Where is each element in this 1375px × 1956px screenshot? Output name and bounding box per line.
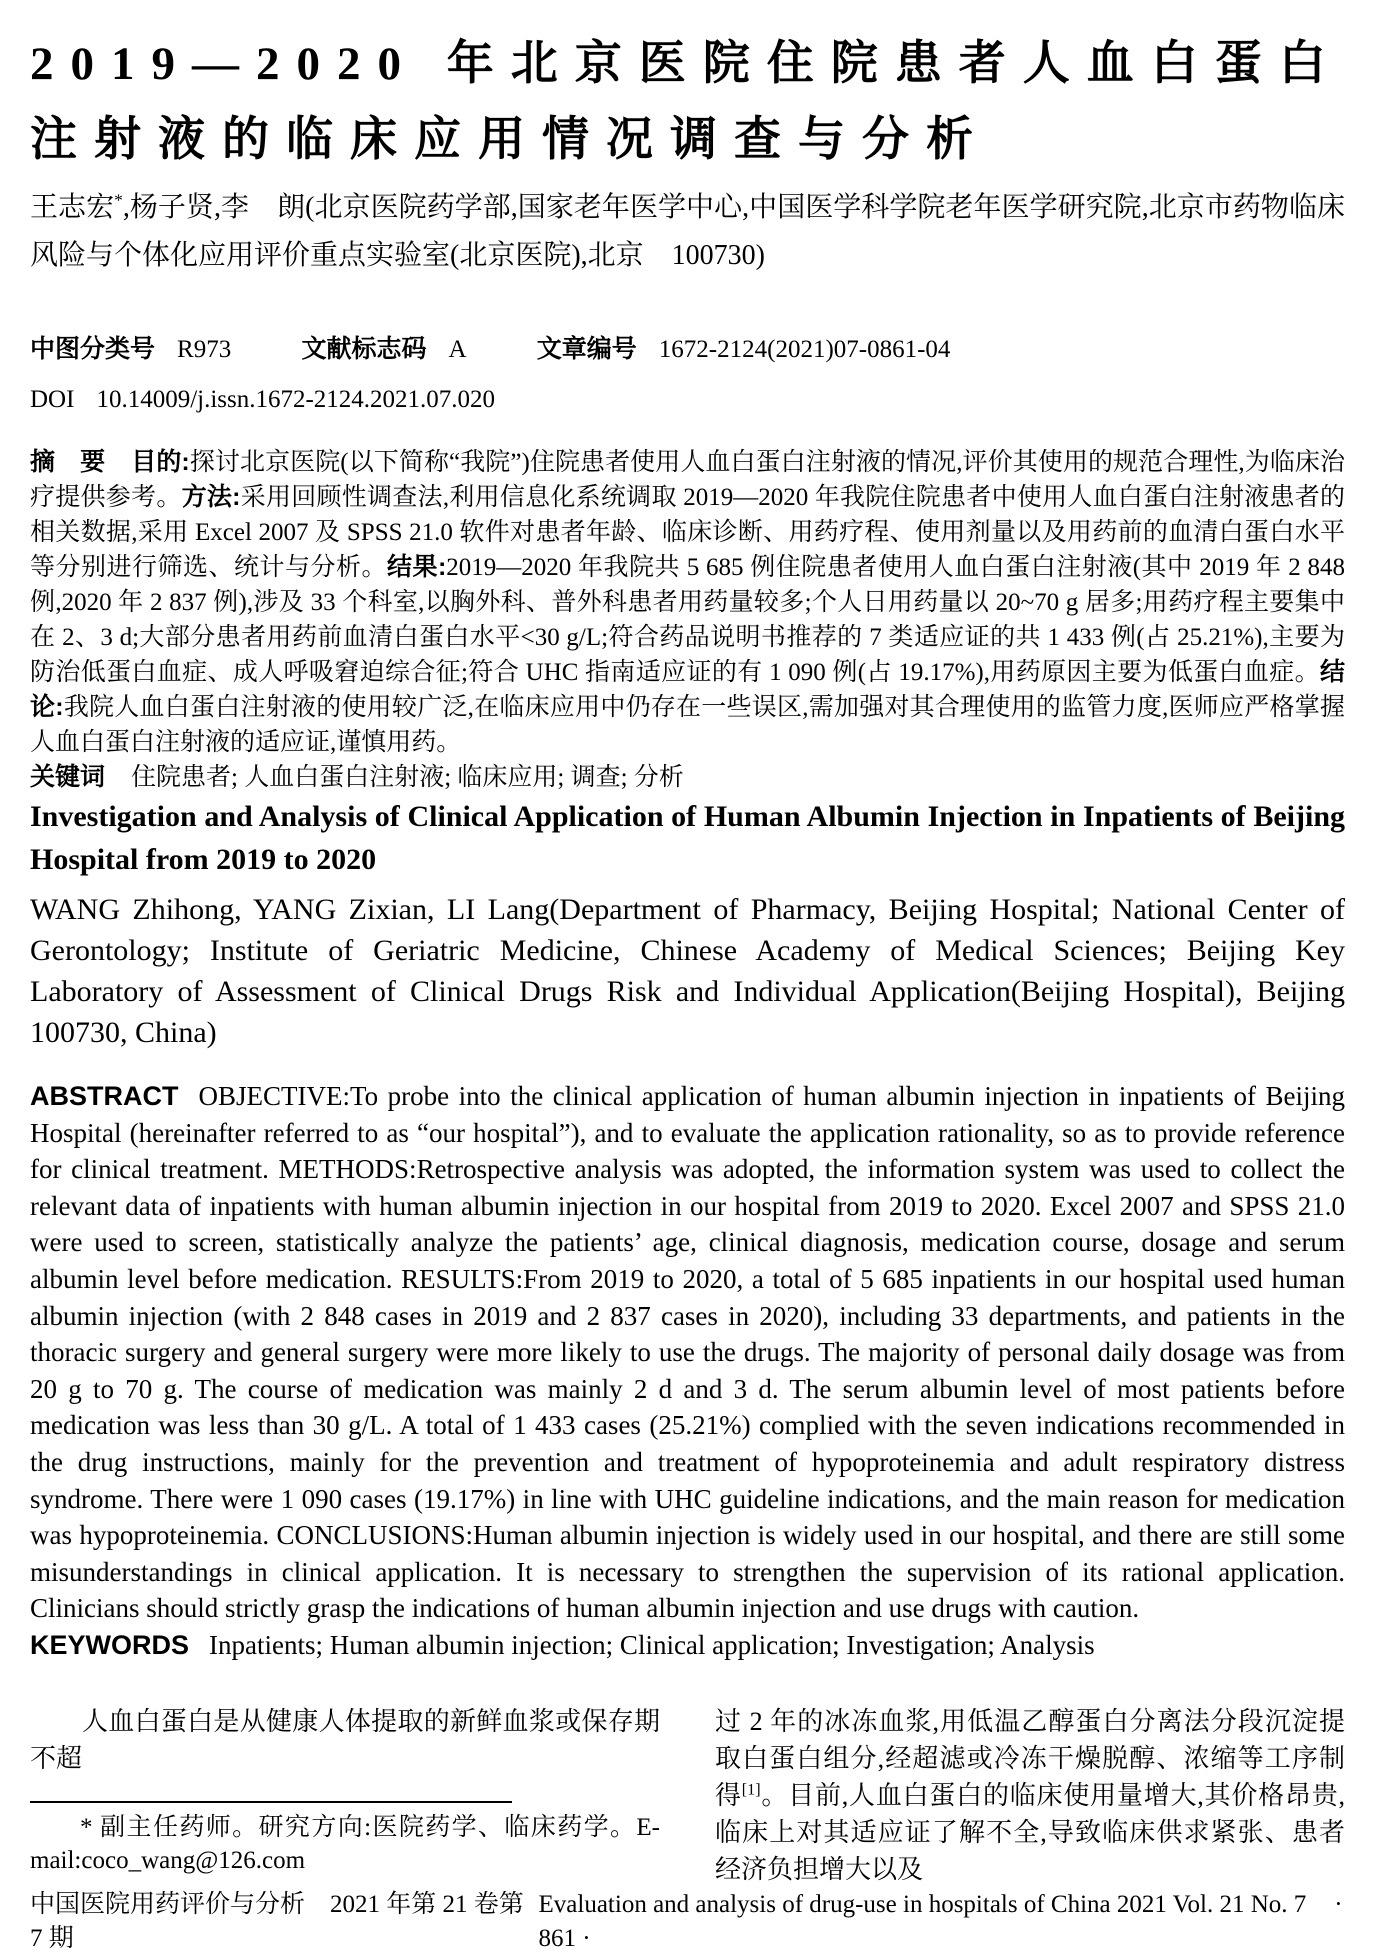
doc-code-label: 文献标志码 [301, 335, 427, 363]
article-title-cn [30, 26, 1345, 178]
authors-affiliation-cn [30, 184, 1345, 280]
meta-row [30, 332, 1345, 367]
keywords-en-label: KEYWORDS [30, 1629, 190, 1660]
doi-value: 10.14009/j.issn.1672-2124.2021.07.020 [96, 386, 496, 413]
clc-value: R973 [177, 336, 232, 363]
article-title-cn-line1: 2019—2020 年北京医院住院患者人血白蛋白 [30, 38, 1343, 90]
abstract-en-section [30, 1078, 1345, 1664]
authors-affiliation-en: WANG Zhihong, YANG Zixian, LI Lang(Department of Pharmacy, Beijing Hospital; National Center of Gerontology; Institute of Geriatric Medicine, Chinese Academy of Medical Sciences; Beijing Key Laboratory of Assessment of Clinical Drugs Risk and Individual Application(Beijing Hospital), Beijing 100730, China) [30, 893, 1345, 1049]
abstract-cn [30, 445, 1345, 760]
journal-name-en [539, 1888, 1345, 1956]
methods-text-cn: 采用回顾性调查法,利用信息化系统调取 2019—2020 年我院住院患者中使用人血白蛋白注射液患者的相关数据,采用 Excel 2007 及 SPSS 21.0 软件对患者年龄、临床诊断、用药疗程、使用剂量以及用药前的血清白蛋白水平等分别进行筛选、统计与分析。 [30, 484, 1345, 581]
conclusions-text-en: Human albumin injection is widely used in our hospital, and there are still some misunderstandings in clinical application. It is necessary to strengthen the supervision of its rational application. Clinicians should strictly grasp the indications of human albumin injection and use drugs with caution. [30, 1520, 1345, 1624]
intro-right-text-2: 。目前,人血白蛋白的临床使用量增大,其价格昂贵,临床上对其适应证了解不全,导致临床供求紧张、患者经济负担增大以及 [715, 1781, 1345, 1884]
abstract-cn-section [30, 445, 1345, 795]
intro-paragraph-right [715, 1703, 1345, 1888]
methods-label-cn: 方法: [181, 483, 241, 511]
body-columns [30, 1703, 1345, 1888]
abstract-cn-label: 摘 要 [30, 448, 106, 476]
doi-label: DOI [30, 386, 75, 413]
reference-marker-1: [1] [741, 1781, 761, 1799]
journal-name-cn: 中国医院用药评价与分析 2021 年第 21 卷第 7 期 [30, 1891, 524, 1952]
keywords-en [30, 1627, 1345, 1664]
body-column-right [715, 1703, 1345, 1888]
footnote-rule [30, 1801, 512, 1803]
clc-label: 中图分类号 [30, 335, 156, 363]
results-label-en: RESULTS: [401, 1263, 524, 1294]
abstract-en-label: ABSTRACT [30, 1081, 179, 1111]
intro-paragraph-left: 人血白蛋白是从健康人体提取的新鲜血浆或保存期不超 [30, 1707, 660, 1773]
conclusions-label-cn: 结论: [30, 658, 1345, 721]
page-footer [30, 1888, 1345, 1956]
journal-issue-en: Evaluation and analysis of drug-use in hospitals of China 2021 Vol. 21 No. 7 [538, 1891, 1307, 1918]
abstract-en [30, 1078, 1345, 1627]
methods-label-en: METHODS: [278, 1154, 417, 1185]
keywords-cn-label: 关键词 [30, 763, 106, 791]
objective-text-cn: 探讨北京医院(以下简称“我院”)住院患者使用人血白蛋白注射液的情况,评价其使用的规范合理性,为临床治疗提供参考。 [30, 449, 1345, 511]
article-title-en: Investigation and Analysis of Clinical Application of Human Albumin Injection in Inpatients of Beijing Hospital from 2019 to 2020 [30, 800, 1345, 876]
objective-text-en: To probe into the clinical application of human albumin injection in inpatients of Beijing Hospital (hereinafter referred to as “our hospital”), and to evaluate the application rationality, so as to provide reference for clinical treatment. [30, 1081, 1345, 1185]
footnote-text: 副主任药师。研究方向:医院药学、临床药学。E-mail:coco_wang@126.com [30, 1814, 661, 1874]
header-en [30, 795, 1345, 1053]
results-text-en: From 2019 to 2020, a total of 5 685 inpatients in our hospital used human albumin injection (with 2 848 cases in 2019 and 2 837 cases in 2020), including 33 departments, and patients in the thoracic surgery and general surgery were more likely to use the drugs. The majority of personal daily dosage was from 20 g to 70 g. The course of medication was mainly 2 d and 3 d. The serum albumin level of most patients before medication was less than 30 g/L. A total of 1 433 cases (25.21%) complied with the seven indications recommended in the drug instructions, mainly for the prevention and treatment of hypoproteinemia and adult respiratory distress syndrome. There were 1 090 cases (19.17%) in line with UHC guideline indications, and the main reason for medication was hypoproteinemia. [30, 1263, 1346, 1551]
keywords-cn [30, 760, 1345, 795]
author-name-cn: 王志宏 [30, 192, 115, 223]
conclusions-text-cn: 我院人血白蛋白注射液的使用较广泛,在临床应用中仍存在一些误区,需加强对其合理使用的监管力度,医师应严格掌握人血白蛋白注射液的适应证,谨慎用药。 [30, 694, 1345, 756]
authors-affiliation-cn-rest: ,杨子贤,李 朗(北京医院药学部,国家老年医学中心,中国医学科学院老年医学研究院,北京市药物临床风险与个体化应用评价重点实验室(北京医院),北京 100730) [30, 192, 1345, 271]
keywords-cn-text: 住院患者; 人血白蛋白注射液; 临床应用; 调查; 分析 [131, 764, 684, 791]
conclusions-label-en: CONCLUSIONS: [276, 1520, 473, 1551]
objective-label-cn: 目的: [131, 448, 190, 476]
intro-right-text-1: 过 2 年的冰冻血浆,用低温乙醇蛋白分离法分段沉淀提取白蛋白组分,经超滤或冷冻干燥脱醇、浓缩等工序制得 [715, 1707, 1345, 1810]
footnote-marker: * [80, 1814, 93, 1841]
doi-row [30, 383, 1345, 417]
results-text-cn: 2019—2020 年我院共 5 685 例住院患者使用人血白蛋白注射液(其中 2019 年 2 848 例,2020 年 2 837 例),涉及 33 个科室,以胸外科、普外科患者用药量较多;个人日用药量以 20~70 g 居多;用药疗程主要集中在 2、3 d;大部分患者用药前血清白蛋白水平<30 g/L;符合药品说明书推荐的 7 类适应证的共 1 433 例(占 25.21%),主要为防治低蛋白血症、成人呼吸窘迫综合征;符合 UHC 指南适应证的有 1 090 例(占 19.17%),用药原因主要为低蛋白血症。 [30, 554, 1345, 686]
objective-label-en: OBJECTIVE: [198, 1081, 350, 1111]
article-no-value: 1672-2124(2021)07-0861-04 [658, 336, 951, 363]
page-number: · 861 · [538, 1891, 1343, 1952]
article-title-cn-line2: 注射液的临床应用情况调查与分析 [30, 114, 990, 166]
doc-code-value: A [448, 336, 467, 363]
keywords-en-text: Inpatients; Human albumin injection; Clinical application; Investigation; Analysis [209, 1629, 1095, 1660]
article-meta [30, 332, 1345, 417]
results-label-cn: 结果: [386, 553, 447, 581]
article-no-label: 文章编号 [536, 335, 637, 363]
corresponding-author-marker: * [114, 190, 123, 210]
methods-text-en: Retrospective analysis was adopted, the information system was used to collect the relevant data of inpatients with human albumin injection in our hospital from 2019 to 2020. Excel 2007 and SPSS 21.0 were used to screen, statistically analyze the patients’ age, clinical diagnosis, medication course, dosage and serum albumin level before medication. [30, 1154, 1346, 1294]
footnote [30, 1811, 660, 1877]
body-column-left [30, 1703, 660, 1888]
